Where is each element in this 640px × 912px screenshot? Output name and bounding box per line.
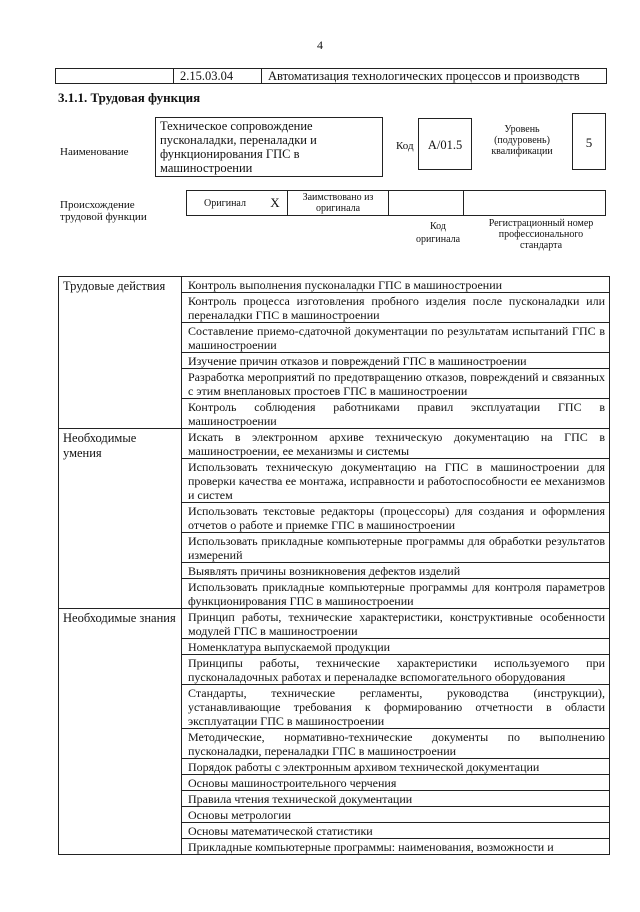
required-knowledge-item: Методические, нормативно-технические документы по выполнению пусконаладки, переналадки ГПС в машиностроении [182,729,610,759]
required-knowledge-title: Необходимые знания [59,609,182,855]
labor-actions-item: Контроль выполнения пусконаладки ГПС в машиностроении [182,277,610,293]
function-name: Техническое сопровождение пусконаладки, переналадки и функционирования ГПС в машиностроении [155,117,383,177]
function-code: А/01.5 [418,118,472,170]
required-knowledge-item: Основы метрологии [182,807,610,823]
reg-number-caption: Регистрационный номер профессионального стандарта [488,218,594,251]
qualification-level: 5 [572,113,606,170]
original-label: Оригинал [187,191,264,216]
required-knowledge-item: Принцип работы, технические характеристики, конструктивные особенности модулей ГПС в машиностроении [182,609,610,639]
required-skills-item: Искать в электронном архиве техническую документацию на ГПС в машиностроении, ее механизмы и системы [182,429,610,459]
labor-actions-item: Контроль соблюдения работниками правил эксплуатации ГПС в машиностроении [182,399,610,429]
code-original-caption: Код оригинала [415,221,461,245]
required-skills-title: Необходимые умения [59,429,182,609]
origin-reg-cell [464,191,606,216]
required-skills-item: Выявлять причины возникновения дефектов изделий [182,563,610,579]
required-knowledge-row [59,609,610,639]
origin-table [186,190,606,216]
required-skills-item: Использовать техническую документацию на ГПС в машиностроении для проверки качества ее монтажа, исправности и работоспособности ее механизмов и систем [182,459,610,503]
labor-actions-item: Изучение причин отказов и повреждений ГПС в машиностроении [182,353,610,369]
labor-actions-title: Трудовые действия [59,277,182,429]
name-label: Наименование [60,146,129,158]
origin-code-cell [389,191,464,216]
required-skills-item: Использовать прикладные компьютерные программы для обработки результатов измерений [182,533,610,563]
required-knowledge-item: Номенклатура выпускаемой продукции [182,639,610,655]
labor-function-table [58,276,610,855]
required-knowledge-item: Принципы работы, технические характеристики используемого при пусконаладочных работах и переналадке вспомогательного оборудования [182,655,610,685]
required-skills-row [59,429,610,459]
required-knowledge-item: Порядок работы с электронным архивом технической документации [182,759,610,775]
section-title: 3.1.1. Трудовая функция [58,90,201,105]
page-number: 4 [317,38,323,52]
labor-actions-item: Разработка мероприятий по предотвращению отказов, повреждений и связанных с этим внеплановых простоев ГПС в машиностроении [182,369,610,399]
required-knowledge-item: Правила чтения технической документации [182,791,610,807]
level-label: Уровень (подуровень) квалификации [491,124,553,157]
required-skills-item: Использовать текстовые редакторы (процессоры) для создания и оформления отчетов о работе и приемке ГПС в машиностроении [182,503,610,533]
header-title: Автоматизация технологических процессов и производств [262,69,607,84]
required-skills-item: Использовать прикладные компьютерные программы для контроля параметров функционирования ГПС в машиностроении [182,579,610,609]
header-code: 2.15.03.04 [174,69,262,84]
labor-actions-item: Контроль процесса изготовления пробного изделия после пусконаладки или переналадки ГПС в машиностроении [182,293,610,323]
document-header [55,68,607,84]
borrowed-label: Заимствовано из оригинала [288,191,389,216]
header-blank [56,69,174,84]
required-knowledge-item: Стандарты, технические регламенты, руководства (инструкции), устанавливающие требования к формированию отчетности в области эксплуатации ГПС в машиностроении [182,685,610,729]
origin-label: Происхождение трудовой функции [60,199,147,223]
required-knowledge-item: Прикладные компьютерные программы: наименования, возможности и [182,839,610,855]
required-knowledge-item: Основы математической статистики [182,823,610,839]
original-mark: X [263,191,288,216]
labor-actions-row [59,277,610,293]
required-knowledge-item: Основы машиностроительного черчения [182,775,610,791]
code-label: Код [396,140,414,152]
labor-actions-item: Составление приемо-сдаточной документации по результатам испытаний ГПС в машиностроении [182,323,610,353]
